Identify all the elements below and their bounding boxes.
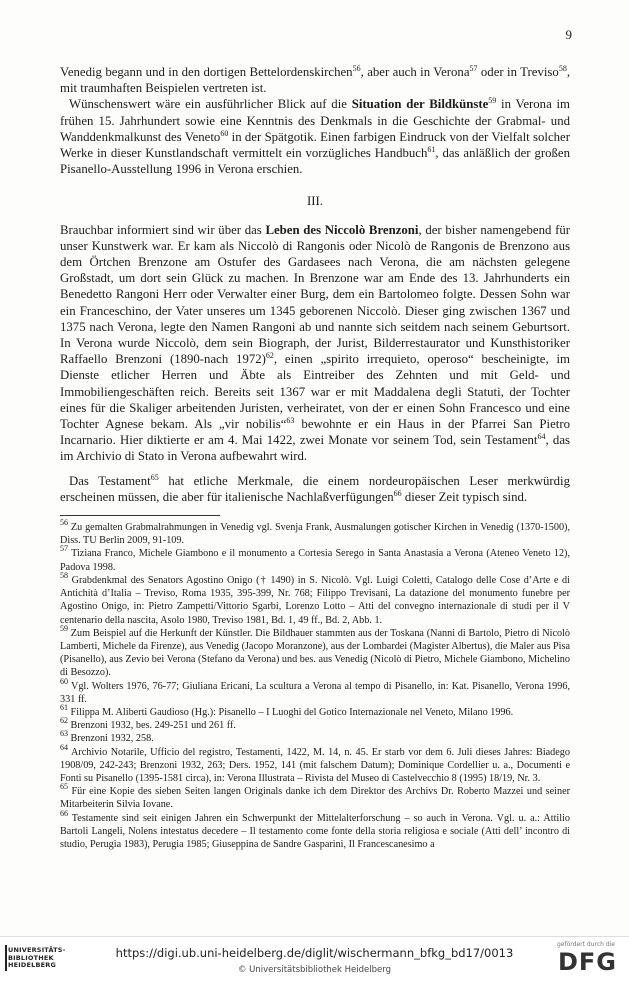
footnote: $^{64}$ Archivio Notarile, Ufficio del registro, Testamenti, 1422, M. 14, n. 45. Er starb vor dem 6. Juli dieses Jahres: Biadego 1908/09, 242-243; Brenzoni 1932, 263; Ders. 1952, 141 (mit falschem Datum); Dominique Cordellier u. a., Documenti e Fonti su Pisanello (1395-1581 circa), in: Verona Illustrata – Rivista del Museo di Castelvecchio 8 (1995) 18/19, Nr. 3. — [60, 742, 570, 784]
section-heading: III. — [307, 194, 323, 209]
footnote-ref-57[interactable]: 57 — [469, 64, 478, 73]
footnote-divider — [60, 515, 220, 516]
viewer-footer — [0, 936, 629, 982]
paragraph-4: Das Testament$^{65}$ hat etliche Merkmale, die einem nordeuropäischen Leser merkwürdig erscheinen müssen, die aber für italienische Nachlaßverfügungen$^{66}$ dieser Zeit typisch sind. — [60, 472, 571, 504]
footnote-ref-61[interactable]: 61 — [427, 145, 436, 155]
footnote-ref-60[interactable]: 60 — [220, 128, 229, 138]
paragraph-1: Venedig begann und in den dortigen Bettelordenskirchen$^{56}$, aber auch in Verona$^{57}$ oder in Treviso$^{58}$, mit traumhaften Beispielen vertreten ist. — [60, 64, 571, 96]
copyright-notice: © Universitätsbibliothek Heidelberg — [237, 965, 391, 975]
footnote: $^{61}$ Filippa M. Aliberti Gaudioso (Hg.): Pisanello – I Luoghi del Gotico Internazionale nel Veneto, Milano 1996. — [60, 702, 514, 718]
university-library-logo[interactable]: UNIVERSITÄTS- BIBLIOTHEK HEIDELBERG — [8, 947, 128, 970]
footnote-ref-58[interactable]: 58 — [558, 64, 567, 73]
footnote: $^{56}$ Zu gemalten Grabmalrahmungen in Venedig vgl. Svenja Frank, Ausmalungen gotischer Kirchen in Venedig (1370-1500), Diss. TU Berlin 2009, 91-109. — [60, 518, 570, 547]
bold-phrase: Leben des Niccolò Brenzoni — [265, 222, 419, 237]
main-text — [60, 64, 570, 851]
footnote: $^{62}$ Brenzoni 1932, bes. 249-251 und 261 ff. — [60, 716, 236, 732]
permalink-url[interactable]: https://digi.ub.uni-heidelberg.de/diglit/wischermann_bfkg_bd17/0013 — [115, 946, 514, 960]
page-number: 9 — [565, 27, 572, 42]
footnote: $^{57}$ Tiziana Franco, Michele Giambono e il monumento a Cortesia Serego in Santa Anastasia a Verona (Ateneo Veneto 12), Padova 1998. — [60, 544, 570, 573]
footnote-ref-62[interactable]: 62 — [265, 351, 274, 361]
dfg-logo[interactable]: DFG — [557, 948, 617, 976]
footnote-ref-56[interactable]: 56 — [352, 64, 361, 73]
footnote: $^{66}$ Testamente sind seit einigen Jahren ein Schwerpunkt der Mittelalterforschung – so auch in Verona. Vgl. u. a.: Attilio Bartoli Langeli, Nolens intestatus decedere – Il testamento come fonte della storia religiosa e sociale (Atti dell’ incontro di studio, Perugia 1983), Perugia 1985; Giuseppina de Sandre Gasparini, Il Francescanesimo a — [60, 808, 570, 850]
footnote: $^{58}$ Grabdenkmal des Senators Agostino Onigo († 1490) in S. Nicolò. Vgl. Luigi Coletti, Catalogo delle Cose d’Arte e di Antichità d’Italia – Treviso, Roma 1935, 395-399, Nr. 768; Filippo Trevisani, La datazione del monumento funebre per Agostino Onigo, in: Pietro Zampetti/Vittorio Sgarbi, Lorenzo Lotto – Atti del convegno internazionale di studi per il V centenario della nascita, Asolo 1980, Treviso 1981, Bd. 1, 49 ff., Bd. 2, Abb. 1. — [60, 570, 570, 626]
funder-caption: gefördert durch die — [557, 941, 615, 948]
footnote: $^{63}$ Brenzoni 1932, 258. — [60, 729, 154, 745]
footnote-ref-65[interactable]: 65 — [150, 472, 159, 482]
bold-phrase: Situation der Bildkünste — [351, 97, 489, 112]
footnotes — [60, 518, 570, 851]
footnote-ref-66[interactable]: 66 — [393, 488, 402, 498]
footnote-ref-64[interactable]: 64 — [537, 432, 546, 442]
footnote-ref-59[interactable]: 59 — [488, 96, 497, 106]
paragraph-2: Wünschenswert wäre ein ausführlicher Blick auf die Situation der Bildkünste$^{59}$ in Verona im frühen 15. Jahrhundert sowie eine Kenntnis des Denkmals in die Geschichte der Grabmal- und Wanddenkmalkunst des Veneto$^{60}$ in der Spätgotik. Einen farbigen Eindruck von der Vielfalt solcher Werke in dieser Kunstlandschaft vermittelt ein vorzügliches Handbuch$^{61}$, das anläßlich der großen Pisanello-Ausstellung 1996 in Verona erschien. — [60, 96, 571, 177]
footnote: $^{59}$ Zum Beispiel auf die Herkunft der Künstler. Die Bildhauer stammten aus der Toskana (Nanni di Bartolo, Pietro di Nicolò Lamberti, Michele da Firenze), aus Venedig (Jacopo Moranzone), aus der Lombardei (Magister Albertus), die Maler aus Pisa (Pisanello), aus Zevio bei Verona (Stefano da Verona) und bes. aus Venedig (Nicolò di Pietro, Michele Giambono, Michelino di Besozzo). — [60, 623, 570, 679]
footnote: $^{65}$ Für eine Kopie des sieben Seiten langen Originals danke ich dem Direktor des Archivs Dr. Roberto Mazzei und seiner Mitarbeiterin Silvia Iovane. — [60, 782, 570, 811]
footnote: $^{60}$ Vgl. Wolters 1976, 76-77; Giuliana Ericani, La scultura a Verona al tempo di Pisanello, in: Kat. Pisanello, Verona 1996, 331 ff. — [60, 676, 570, 705]
paragraph-3: Brauchbar informiert sind wir über das Leben des Niccolò Brenzoni, der bisher namengebend für unser Kunstwerk war. Er kam als Niccolò di Rangonis oder Nicolò de Rangonis de Brenzono aus dem Örtchen Brenzone am Ostufer des Gardasees nach Verona, die am nächsten gelegene Großstadt, um dort sein Glück zu machen. In Brenzone war am Ende des 13. Jahrhunderts ein Benedetto Rangoni Herr oder Verwalter einer Burg, dem ein Bartolomeo folgte. Dessen Sohn war ein Franceschino, der Vater unseres um 1345 geborenen Niccolò. Dieser ging zwischen 1367 und 1375 nach Verona, legte den Namen Rangoni ab und nannte sich seitdem nach seinem Geburtsort. In Verona wurde Niccolò, dem sein Biograph, der Jurist, Bilderrestaurator und Kunsthistoriker Raffaello Brenzoni (1890-nach 1972)$^{62}$, einen „spirito irrequieto, operoso“ bescheinigte, im Dienste etlicher Herren und Äbte als Eintreiber des Zehnten und mit Geld- und Immobiliengeschäften reich. Bereits seit 1367 war er mit Maddalena degli Statuti, der Tochter eines für die Skaliger arbeitenden Juristen, verheiratet, von der er einen Sohn Francesco und eine Tochter Agnese bekam. Als „vir nobilis“$^{63}$ bewohnte er ein Haus in der Pfarrei San Pietro Incarnario. Hier diktierte er am 4. Mai 1422, zwei Monate vor seinem Tod, sein Testament$^{64}$, das im Archivio di Stato in Verona aufbewahrt wird. — [60, 222, 570, 464]
footnote-ref-63[interactable]: 63 — [286, 416, 295, 426]
